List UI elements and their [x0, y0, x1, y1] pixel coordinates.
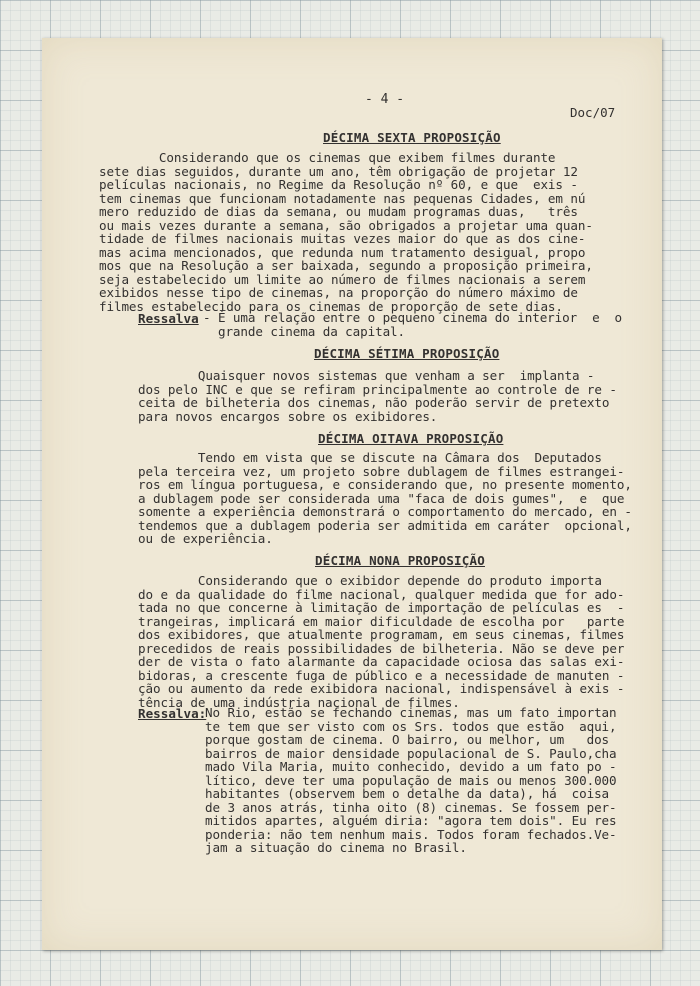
text-line: bidoras, a crescente fuga de público e a necessidade de manuten - — [138, 667, 625, 683]
text-line: Quaisquer novos sistemas que venham a ser implanta - — [138, 368, 595, 383]
text-line: der de vista o fato alarmante da capacidade ociosa das salas exi- — [138, 654, 625, 669]
text-line: mero reduzido de dias da semana, ou mudam programas duas, três — [99, 204, 578, 219]
text-line: exibidos nesse tipo de cinemas, na proporção do número máximo de — [99, 285, 578, 300]
text-line: tem cinemas que funcionam notadamente nas pequenas Cidades, em nú — [99, 190, 586, 206]
text-line: dos pelo INC e que se refiram principalmente ao controle de re - — [138, 381, 617, 397]
document-page — [42, 38, 662, 950]
text-line: tidade de filmes nacionais muitas vezes maior do que as dos cine- — [99, 231, 586, 246]
heading-decima-setima: DÉCIMA SÉTIMA PROPOSIÇÃO — [314, 346, 500, 361]
text-line: ou mais vezes durante a semana, são obrigados a projetar uma quan- — [99, 217, 593, 233]
paragraph-decima-oitava — [138, 450, 632, 546]
text-line: ção ou aumento da rede exibidora nacional, indispensável à exis - — [138, 681, 625, 696]
text-line: a dublagem pode ser considerada uma "faca de dois gumes", e que — [138, 490, 625, 506]
heading-decima-oitava: DÉCIMA OITAVA PROPOSIÇÃO — [318, 431, 504, 446]
paragraph-decima-sexta — [99, 151, 619, 313]
text-line: porque gostam de cinema. O bairro, ou melhor, um dos — [205, 732, 610, 747]
text-line: ponderia: não tem nenhum mais. Todos foram fechados.Ve- — [205, 826, 617, 842]
text-line: habitantes (observem bem o detalhe da data), há coisa — [205, 786, 610, 801]
paragraph-decima-setima — [138, 369, 618, 423]
text-line: pela terceira vez, um projeto sobre dublagem de filmes estrangei- — [138, 463, 625, 479]
text-line: ros em língua portuguesa, e considerando que, no presente momento, — [138, 477, 632, 492]
ressalva-label-19: Ressalva: — [138, 706, 207, 721]
paragraph-decima-nona — [138, 573, 625, 710]
text-line: lítico, deve ter uma população de mais ou menos 300.000 — [205, 772, 617, 788]
text-line: mas acima mencionados, que redunda num tratamento desigual, propo — [99, 244, 586, 260]
text-line: trangeiras, implicará em maior dificuldade de escolha por parte — [138, 613, 625, 629]
text-line: dos exibidores, que atualmente programam, em seus cinemas, filmes — [138, 627, 625, 642]
text-line: ceita de bilheteria dos cinemas, não poderão servir de pretexto — [138, 395, 610, 410]
text-line: te tem que ser visto com os Srs. todos que estão aqui, — [205, 718, 617, 734]
text-line: mitidos apartes, alguém diria: "agora tem dois". Eu res — [205, 813, 617, 828]
text-line: grande cinema da capital. — [203, 323, 406, 339]
text-line: bairros de maior densidade populacional de S. Paulo,cha — [205, 745, 617, 761]
text-line: somente a experiência demonstrará o comportamento do mercado, en - — [138, 504, 632, 519]
text-line: películas nacionais, no Regime da Resolução nº 60, e que exis - — [99, 177, 578, 192]
ressalva-text-16 — [203, 311, 623, 338]
text-line: No Rio, estão se fechando cinemas, mas um fato importan — [205, 705, 617, 720]
text-line: Tendo em vista que se discute na Câmara dos Deputados — [138, 450, 602, 465]
text-line: mos que na Resolução a ser baixada, segundo a proposição primeira, — [99, 258, 593, 273]
text-line: precedidos de reais possibilidades de bilheteria. Não se deve per — [138, 640, 625, 656]
text-line: ou de experiência. — [138, 531, 273, 546]
text-line: seja estabelecido um limite ao número de filmes nacionais a serem — [99, 271, 586, 287]
text-line: para novos encargos sobre os exibidores. — [138, 408, 438, 424]
ressalva-text-19 — [205, 706, 615, 855]
text-line: Considerando que o exibidor depende do produto importa — [138, 573, 602, 588]
text-line: jam a situação do cinema no Brasil. — [205, 840, 467, 855]
text-line: tada no que concerne à limitação de importação de películas es - — [138, 600, 625, 615]
page-number: - 4 - — [365, 92, 405, 107]
document-reference: Doc/07 — [570, 105, 616, 120]
text-line: de 3 anos atrás, tinha oito (8) cinemas. Se fossem per- — [205, 799, 617, 815]
text-line: - É uma relação entre o pequeno cinema do interior e o — [203, 310, 622, 325]
text-line: filmes estabelecido para os cinemas de proporção de sete dias. — [99, 298, 563, 314]
text-line: do e da qualidade do filme nacional, qualquer medida que for ado- — [138, 586, 625, 602]
text-line: tência de uma indústria nacional de filmes. — [138, 694, 460, 710]
ressalva-label-16: Ressalva — [138, 311, 199, 326]
heading-decima-sexta: DÉCIMA SEXTA PROPOSIÇÃO — [323, 130, 501, 145]
text-line: tendemos que a dublagem poderia ser admitida em caráter opcional, — [138, 517, 632, 533]
text-line: mado Vila Maria, muito conhecido, devido a um fato po - — [205, 759, 617, 774]
heading-decima-nona: DÉCIMA NONA PROPOSIÇÃO — [315, 553, 485, 568]
text-line: sete dias seguidos, durante um ano, têm obrigação de projetar 12 — [99, 163, 578, 179]
text-line: Considerando que os cinemas que exibem filmes durante — [99, 150, 556, 165]
